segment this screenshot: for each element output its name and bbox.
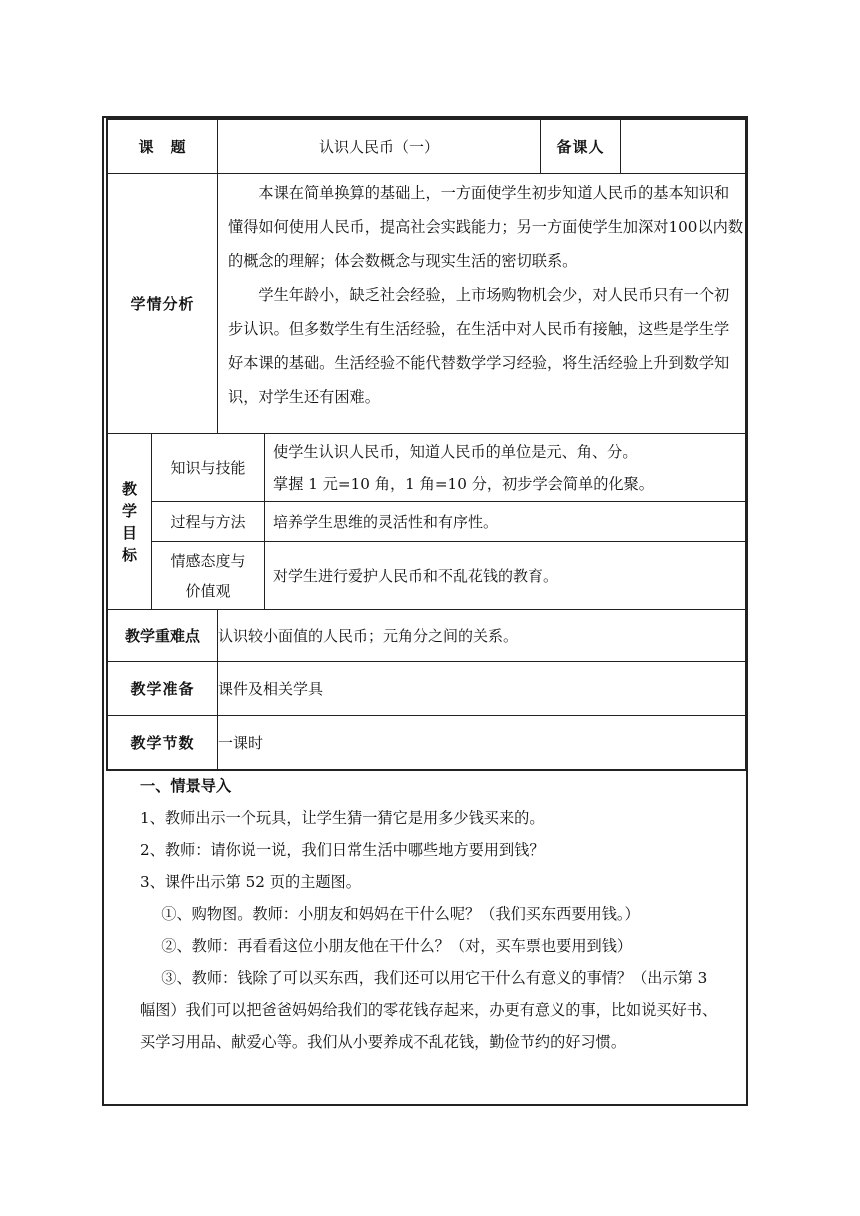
periods-row	[108, 716, 748, 770]
body-sub-item: ①、购物图。教师：小朋友和妈妈在干什么呢？（我们买东西要用钱。）	[161, 905, 640, 923]
body-sub-item: ③、教师：钱除了可以买东西，我们还可以用它干什么有意义的事情？（出示第 3 幅图）我们可以把爸爸妈妈给我们的零花钱存起来，办更有意义的事，比如说买好书、买学习用品、献爱心等。我们从小要养成不乱花钱，勤俭节约的好习惯。	[140, 969, 718, 1051]
key-points-row	[108, 610, 748, 662]
goals-label-char: 学	[121, 501, 137, 520]
goal-line: 使学生认识人民币，知道人民币的单位是元、角、分。	[273, 442, 638, 461]
analysis-paragraph-2: 学生年龄小，缺乏社会经验，上市场购物机会少，对人民币只有一个初步认识。但多数学生有生活经验，在生活中对人民币有接触，这些是学生学好本课的基础。生活经验不能代替数学学习经验，将生活经验上升到数学知识，对学生还有困难。	[228, 286, 730, 406]
topic-label: 课 题	[108, 120, 218, 174]
goal-row-process	[108, 502, 748, 542]
key-points-value: 认识较小面值的人民币；元角分之间的关系。	[218, 610, 748, 662]
periods-label: 教学节数	[108, 716, 218, 770]
lesson-plan-table	[107, 119, 748, 770]
goal-row-knowledge	[108, 434, 748, 502]
topic-value: 认识人民币（一）	[218, 120, 541, 174]
preparation-row	[108, 662, 748, 716]
body-item: 1、教师出示一个玩具，让学生猜一猜它是用多少钱买来的。	[140, 809, 545, 827]
preparer-label: 备课人	[541, 120, 621, 174]
goal-label-line: 价值观	[185, 581, 231, 600]
goal-label-attitude	[152, 542, 265, 610]
goals-label-char: 教	[121, 479, 137, 498]
goal-label-knowledge: 知识与技能	[152, 434, 265, 502]
preparer-value	[621, 120, 748, 174]
goal-value-knowledge	[265, 434, 748, 502]
goal-value-process: 培养学生思维的灵活性和有序性。	[265, 502, 748, 542]
analysis-row	[108, 174, 748, 434]
preparation-label: 教学准备	[108, 662, 218, 716]
goal-line: 掌握 1 元=10 角，1 角=10 分，初步学会简单的化聚。	[273, 474, 654, 493]
goal-label-process: 过程与方法	[152, 502, 265, 542]
body-sub-item: ②、教师：再看看这位小朋友他在干什么？（对，买车票也要用到钱）	[161, 937, 633, 955]
periods-value: 一课时	[218, 716, 748, 770]
lesson-body	[140, 770, 740, 1058]
lesson-plan-table-wrapper	[106, 118, 746, 771]
body-item: 3、课件出示第 52 页的主题图。	[140, 873, 361, 891]
section-title: 一、情景导入	[140, 777, 232, 795]
body-item: 2、教师：请你说一说，我们日常生活中哪些地方要用到钱？	[140, 841, 545, 859]
analysis-content	[218, 174, 748, 434]
goal-row-attitude	[108, 542, 748, 610]
topic-row	[108, 120, 748, 174]
key-points-label: 教学重难点	[108, 610, 218, 662]
analysis-label: 学情分析	[108, 174, 218, 434]
goal-label-line: 情感态度与	[170, 551, 246, 570]
goals-label-char: 标	[121, 545, 137, 564]
teaching-goals-label	[108, 434, 152, 610]
preparation-value: 课件及相关学具	[218, 662, 748, 716]
analysis-paragraph-1: 本课在简单换算的基础上，一方面使学生初步知道人民币的基本知识和懂得如何使用人民币，提高社会实践能力；另一方面使学生加深对100以内数的概念的理解；体会数概念与现实生活的密切联系。	[228, 184, 744, 270]
goal-value-attitude: 对学生进行爱护人民币和不乱花钱的教育。	[265, 542, 748, 610]
goals-label-char: 目	[121, 523, 137, 542]
